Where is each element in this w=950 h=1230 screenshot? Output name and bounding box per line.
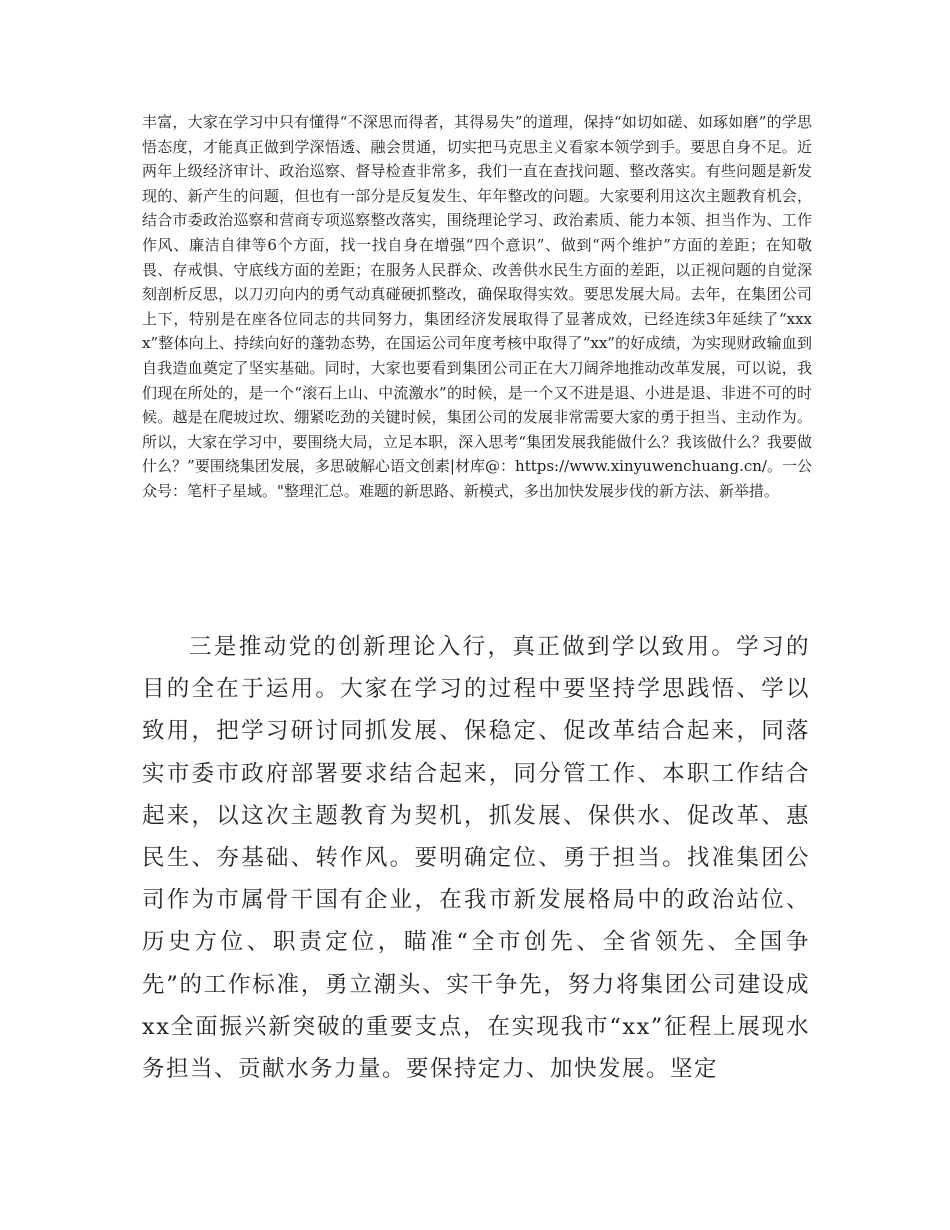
body-paragraph-large: 三是推动党的创新理论入行，真正做到学以致用。学习的目的全在于运用。大家在学习的过程中要坚持学思践悟、学以致用，把学习研讨同抓发展、保稳定、促改革结合起来，同落实市委市政府部署要求结合起来，同分管工作、本职工作结合起来，以这次主题教育为契机，抓发展、保供水、促改革、惠民生、夯基础、转作风。要明确定位、勇于担当。找准集团公司作为市属骨干国有企业，在我市新发展格局中的政治站位、历史方位、职责定位，瞄准“全市创先、全省领先、全国争先”的工作标准，勇立潮头、实干争先，努力将集团公司建设成xx全面振兴新突破的重要支点，在实现我市“xx”征程上展现水务担当、贡献水务力量。要保持定力、加快发展。坚定 <box>142 634 810 1083</box>
body-paragraph-small: 丰富，大家在学习中只有懂得“不深思而得者，其得易失”的道理，保持“如切如磋、如琢如磨”的学思悟态度，才能真正做到学深悟透、融会贯通，切实把马克思主义看家本领学到手。要思自身不足。近两年上级经济审计、政治巡察、督导检查非常多，我们一直在查找问题、整改落实。有些问题是新发现的、新产生的问题，但也有一部分是反复发生、年年整改的问题。大家要利用这次主题教育机会，结合市委政治巡察和营商专项巡察整改落实，围绕理论学习、政治素质、能力本领、担当作为、工作作风、廉洁自律等6个方面，找一找自身在增强“四个意识”、做到“两个维护”方面的差距；在知敬畏、存戒惧、守底线方面的差距；在服务人民群众、改善供水民生方面的差距，以正视问题的自觉深刻剖析反思，以刀刃向内的勇气动真碰硬抓整改，确保取得实效。要思发展大局。去年，在集团公司上下，特别是在座各位同志的共同努力，集团经济发展取得了显著成效，已经连续3年延续了“xxxx”整体向上、持续向好的蓬勃态势，在国运公司年度考核中取得了“xx”的好成绩，为实现财政输血到自我造血奠定了坚实基础。同时，大家也要看到集团公司正在大刀阔斧地推动改革发展，可以说，我们现在所处的，是一个“滚石上山、中流激水”的时候，是一个又不进是退、小进是退、非进不可的时候。越是在爬坡过坎、绷紧吃劲的关键时候，集团公司的发展非常需要大家的勇于担当、主动作为。所以，大家在学习中，要围绕大局，立足本职，深入思考“集团发展我能做什么？我该做什么？我要做什么？”要围绕集团发展，多思破解心语文创素|材库@：https://www.xinyuwenchuang.cn/。一公众号：笔杆子星域。"整理汇总。难题的新思路、新模式，多出加快发展步伐的新方法、新举措。 <box>142 113 812 500</box>
